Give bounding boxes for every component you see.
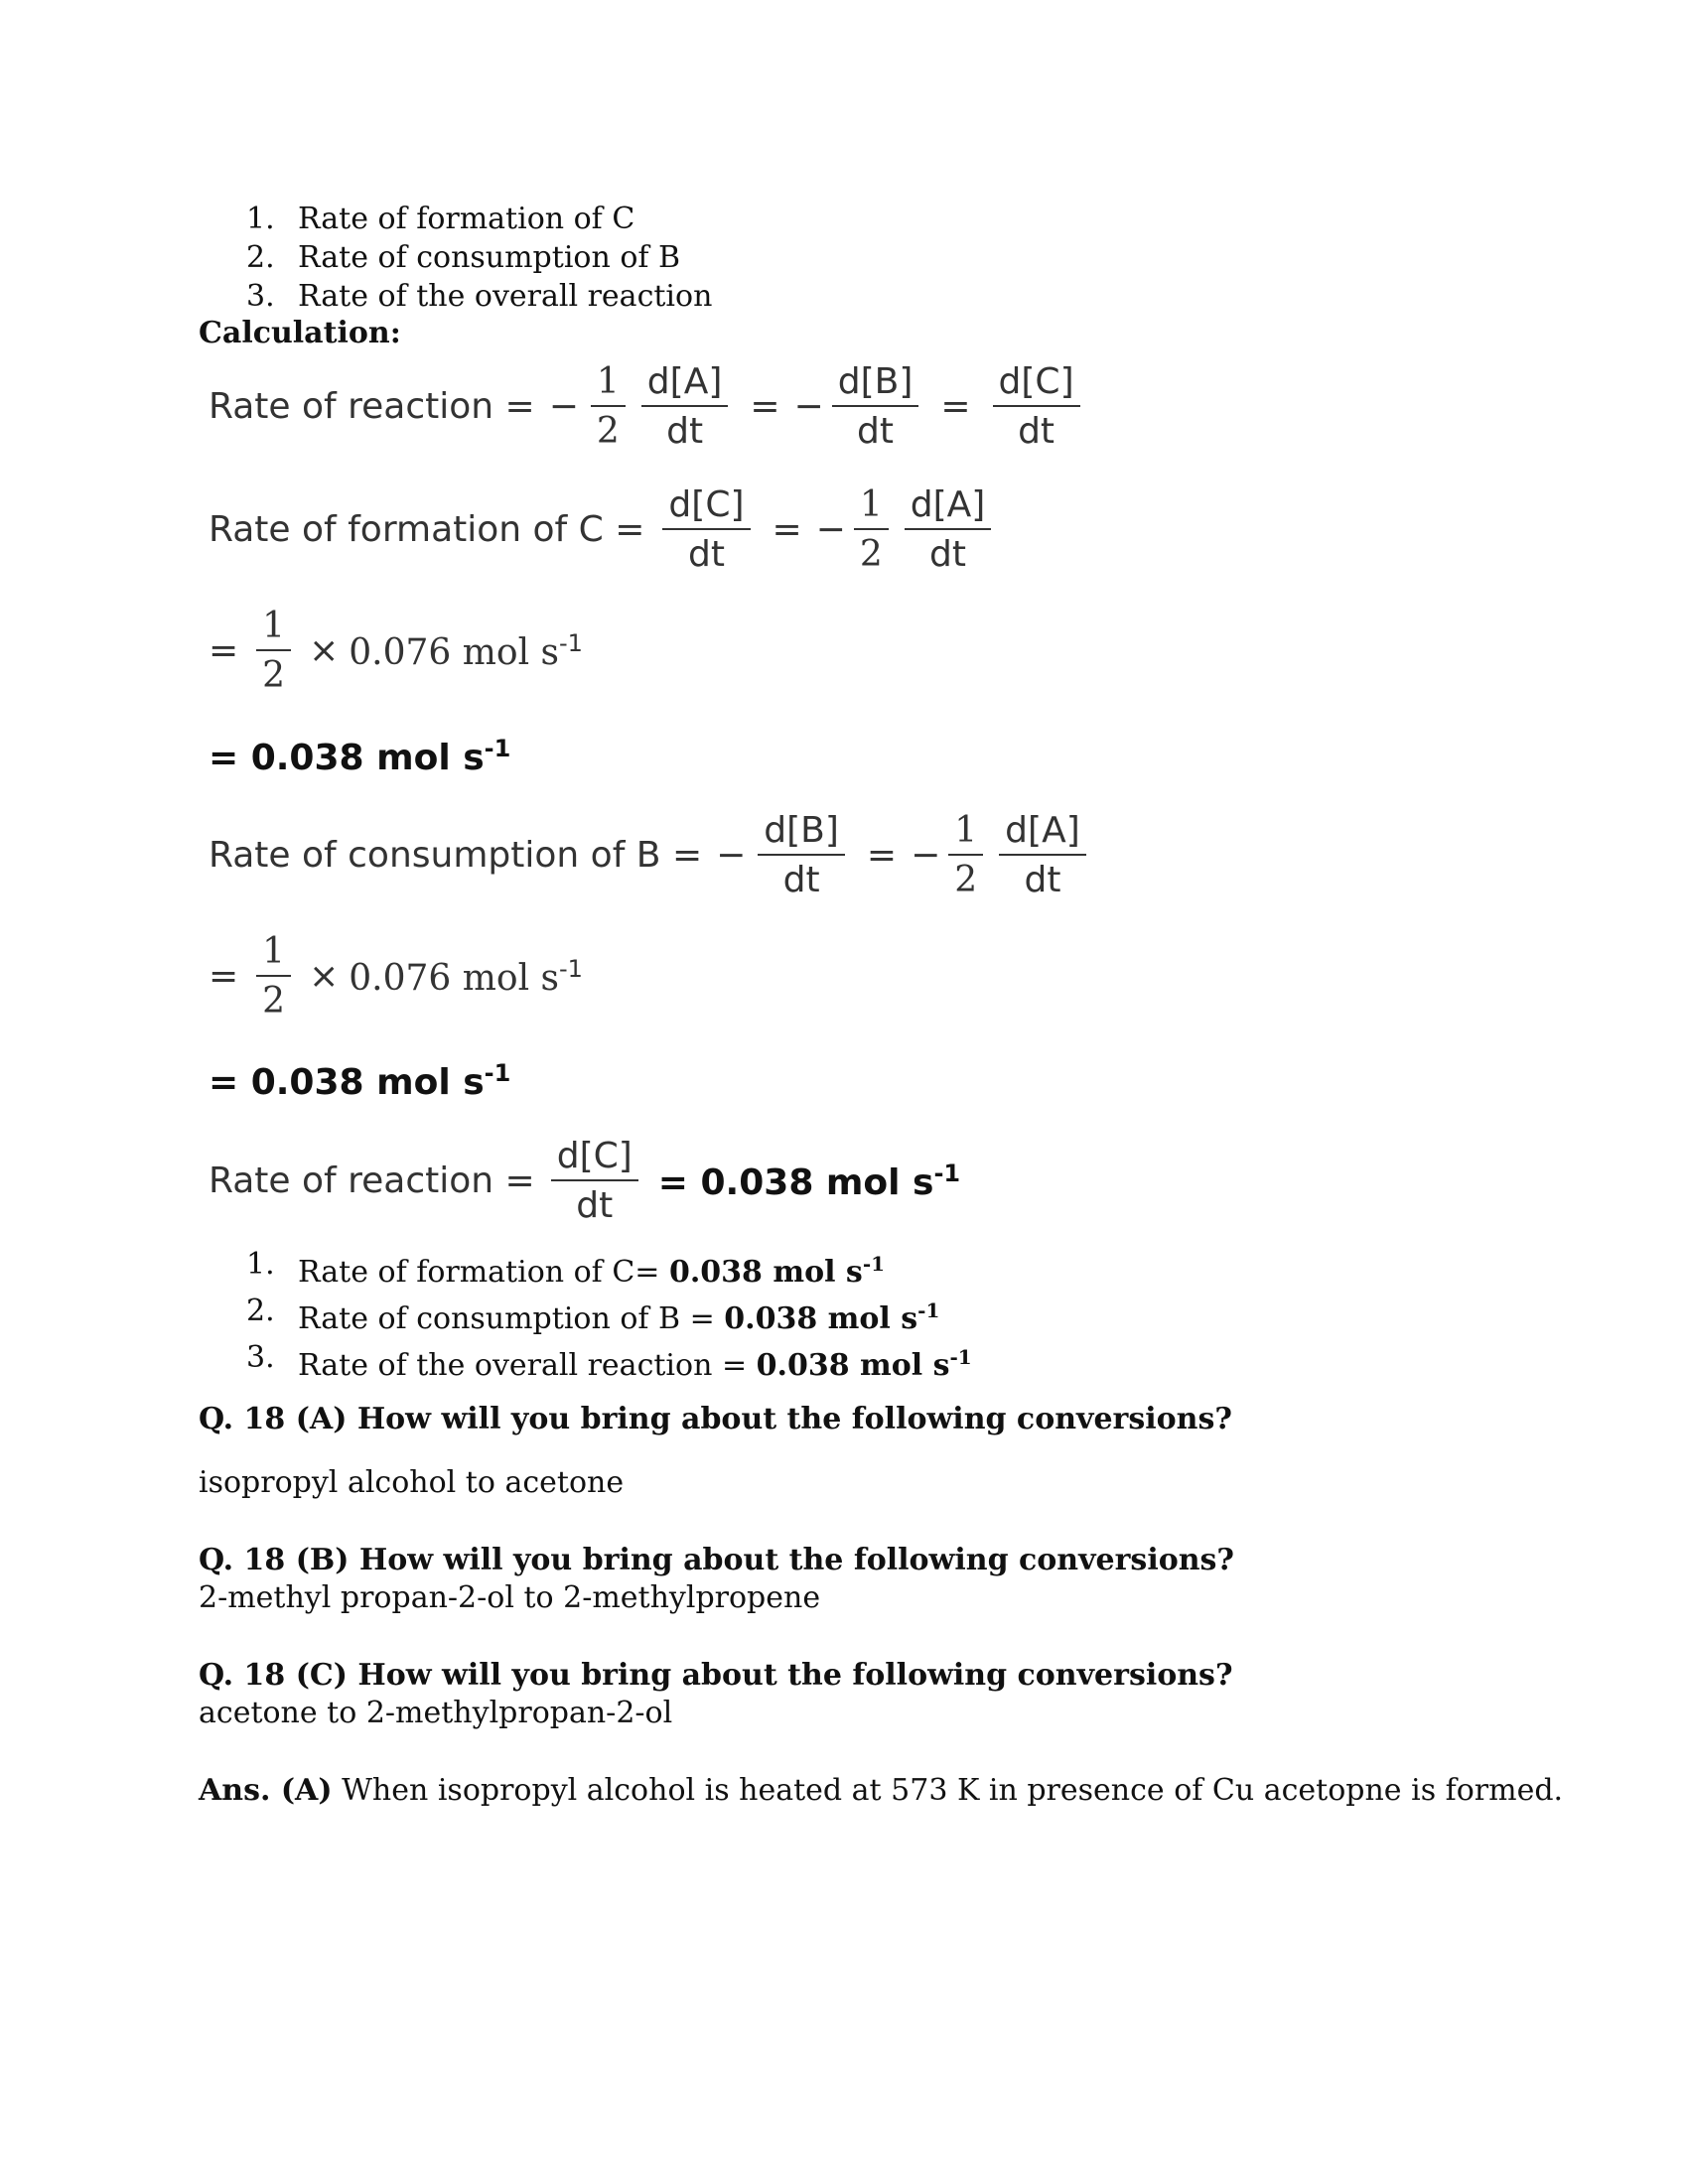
calculation-heading: Calculation: (199, 316, 401, 350)
dA-dt-fraction: $\frac{d[A]}{dt}$ (999, 812, 1086, 899)
question-18a-heading: Q. 18 (A) How will you bring about the following conversions? (199, 1402, 1232, 1436)
half-fraction: $\frac{1}{2}$ (256, 933, 291, 1021)
rate-of-reaction-equation: Rate of reaction = − $\frac{1}{2}$ $\frac{d[A]}{dt}$ = − $\frac{d[B]}{dt}$ = $\frac{d[C]}{dt}$ (209, 363, 1088, 451)
half-times-value-equation: = $\frac{1}{2}$ × 0.076 mol $s^{-1}$ (209, 931, 583, 1022)
rate-consumption-b-result: = 0.038 mol $s^{-1}$ (209, 1059, 511, 1103)
question-18b-text: 2-methyl propan-2-ol to 2-methylpropene (199, 1580, 821, 1615)
overall-rate-equation: Rate of reaction = $\frac{d[C]}{dt}$ = 0.038 mol $s^{-1}$ (209, 1136, 961, 1226)
half-fraction: $\frac{1}{2}$ (591, 363, 626, 451)
dC-dt-fraction: $\frac{d[C]}{dt}$ (993, 363, 1080, 451)
list-item: 1. Rate of formation of C= 0.038 mol $s^{-1}$ (246, 1247, 886, 1290)
dB-dt-fraction: $\frac{d[B]}{dt}$ (758, 812, 845, 899)
answer-18a: Ans. (A) When isopropyl alcohol is heated at 573 K in presence of Cu acetopne is formed. (199, 1773, 1564, 1808)
dC-dt-fraction: $\frac{d[C]}{dt}$ (662, 486, 750, 574)
question-18a-text: isopropyl alcohol to acetone (199, 1465, 625, 1500)
dC-dt-fraction: $\frac{d[C]}{dt}$ (551, 1138, 638, 1225)
half-fraction: $\frac{1}{2}$ (948, 812, 983, 899)
list-item: 2. Rate of consumption of B (246, 240, 681, 275)
question-18b-heading: Q. 18 (B) How will you bring about the following conversions? (199, 1543, 1234, 1577)
dA-dt-fraction: $\frac{d[A]}{dt}$ (905, 486, 992, 574)
half-fraction: $\frac{1}{2}$ (854, 486, 889, 574)
question-parts-list (246, 200, 712, 316)
list-item: 3. Rate of the overall reaction (246, 279, 713, 314)
rate-of-formation-c-equation: Rate of formation of C = $\frac{d[C]}{dt}$ = − $\frac{1}{2}$ $\frac{d[A]}{dt}$ (209, 486, 999, 574)
rate-of-consumption-b-equation: Rate of consumption of B = − $\frac{d[B]}{dt}$ = − $\frac{1}{2}$ $\frac{d[A]}{dt}$ (209, 812, 1094, 899)
half-fraction: $\frac{1}{2}$ (256, 608, 291, 695)
list-item: 3. Rate of the overall reaction = 0.038 mol $s^{-1}$ (246, 1340, 972, 1383)
answer-label: Ans. (A) (199, 1773, 333, 1808)
results-list (246, 1245, 972, 1385)
half-times-value-equation: = $\frac{1}{2}$ × 0.076 mol $s^{-1}$ (209, 606, 583, 696)
list-item: 1. Rate of formation of C (246, 202, 635, 236)
rate-formation-c-result: = 0.038 mol $s^{-1}$ (209, 735, 511, 778)
list-item: 2. Rate of consumption of B = 0.038 mol $s^{-1}$ (246, 1294, 940, 1336)
dB-dt-fraction: $\frac{d[B]}{dt}$ (832, 363, 919, 451)
dA-dt-fraction: $\frac{d[A]}{dt}$ (641, 363, 729, 451)
question-18c-heading: Q. 18 (C) How will you bring about the following conversions? (199, 1658, 1233, 1693)
question-18c-text: acetone to 2-methylpropan-2-ol (199, 1696, 673, 1730)
